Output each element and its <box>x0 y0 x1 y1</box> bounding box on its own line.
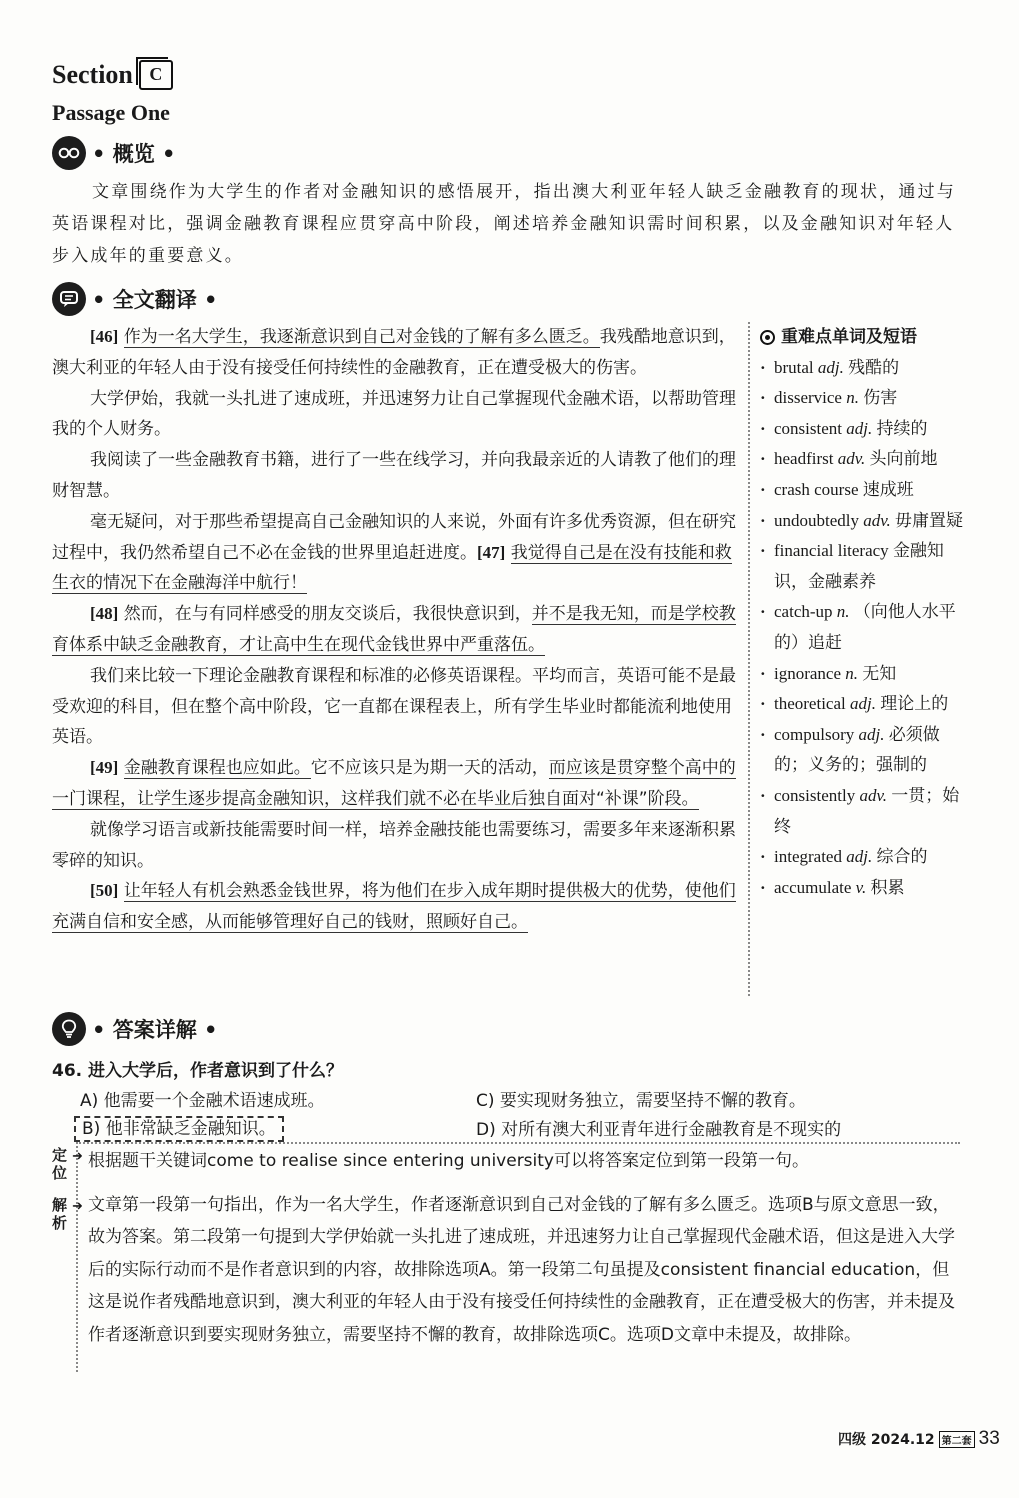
vocab-item <box>760 873 970 904</box>
overview-heading-text: • 概览 • <box>92 142 176 166</box>
option-a: A) 他需要一个金融术语速成班。 <box>80 1091 325 1111</box>
vocab-item <box>760 506 970 537</box>
vocab-word: headfirst <box>774 449 834 469</box>
speech-bubble-icon <box>52 282 86 316</box>
vocab-title-text: 重难点单词及短语 <box>781 327 917 347</box>
vocab-item <box>760 353 970 384</box>
vocab-meaning: 综合的 <box>876 847 928 868</box>
underlined-text: 金融教育课程也应如此。 <box>123 758 311 779</box>
vocab-word: undoubtedly <box>774 510 859 530</box>
vocab-meaning: （向他人水平的）追赶 <box>774 602 956 653</box>
vocab-pos: adj. <box>850 694 876 714</box>
vocab-meaning: 积累 <box>870 877 905 898</box>
section-label: Section <box>52 60 133 89</box>
answer-divider <box>76 1142 960 1144</box>
vocab-item <box>760 659 970 690</box>
option-b-correct <box>74 1114 284 1139</box>
vocab-pos: adj. <box>858 724 885 744</box>
vocab-word: integrated <box>774 847 842 867</box>
vocab-word: accumulate <box>774 877 852 897</box>
correct-answer-box: B) 他非常缺乏金融知识。 <box>74 1116 284 1142</box>
underlined-text: 我觉得自己是在没有技能和救生衣的情况下在金融海洋中航行！ <box>52 542 732 594</box>
vocab-pos: n. <box>845 663 859 683</box>
translation-paragraph-4 <box>52 507 738 599</box>
vocab-word: consistently <box>774 785 856 805</box>
q-number: [46] <box>90 327 119 346</box>
analysis-text: 文章第一段第一句指出，作为一名大学生，作者逐渐意识到自己对金钱的了解有多么匮乏。选项B与原文意思一致，故为答案。第二段第一句提到大学伊始就一头扎进了速成班，并迅速努力让自己掌握现代金融术语，但这是进入大学后的实际行动而不是作者意识到的内容，故排除选项A。第一段第二句虽提及consistent financial education，但这是说作者残酷地意识到，澳大利亚的年轻人由于没有接受任何持续性的金融教育，正在遭受极大的伤害，并未提及作者逐渐意识到要实现财务独立，需要坚持不懈的教育，故排除选项C。选项D文章中未提及，故排除。 <box>88 1195 955 1345</box>
vocab-meaning: 毋庸置疑 <box>895 510 964 531</box>
vocab-word: compulsory <box>774 724 855 744</box>
vocab-item <box>760 444 970 475</box>
target-icon <box>760 330 775 345</box>
underlined-text: 作为一名大学生，我逐渐意识到自己对金钱的了解有多么匮乏。 <box>123 327 600 347</box>
translation-paragraph-5 <box>52 599 738 661</box>
section-title <box>52 60 173 90</box>
translation-paragraph-6: 我们来比较一下理论金融教育课程和标准的必修英语课程。平均而言，英语可能不是最受欢迎的科目，但在整个高中阶段，它一直都在课程表上，所有学生毕业时都能流利地使用英语。 <box>52 665 736 748</box>
translation-paragraph-7 <box>52 753 738 815</box>
page-footer <box>838 1428 1000 1450</box>
vocab-item <box>760 781 970 842</box>
text: 它不应该只是为期一天的活动， <box>310 758 549 779</box>
vocab-meaning: 残酷的 <box>848 357 900 378</box>
vocab-pos: n. <box>836 602 850 622</box>
vocab-meaning: 伤害 <box>863 388 898 409</box>
locate-tag: 定位 <box>52 1146 68 1182</box>
vocab-pos: v. <box>855 877 867 897</box>
translation-paragraph-9 <box>52 876 738 938</box>
vocab-pos: adj. <box>846 847 873 867</box>
overview-text: 文章围绕作为大学生的作者对金融知识的感悟展开，指出澳大利亚年轻人缺乏金融教育的现状，通过与英语课程对比，强调金融教育课程应贯穿高中阶段，阐述培养金融知识需时间积累，以及金融知识对年轻人步入成年的重要意义。 <box>52 182 956 266</box>
vocab-item <box>760 597 970 658</box>
vocab-items <box>760 353 970 904</box>
text: 我残酷地意识到，澳大利亚的年轻人由于没有接受任何持续性的金融教育，正在遭受极大的伤害。 <box>52 327 736 378</box>
answers-heading-text: • 答案详解 • <box>92 1018 218 1042</box>
vocab-list <box>760 322 970 903</box>
answers-heading <box>52 1012 217 1046</box>
translation-paragraph-1 <box>52 322 738 384</box>
text: 毫无疑问，对于那些希望提高自己金融知识的人来说，外面有许多优秀资源，但在研究过程中，我仍然希望自己不必在金钱的世界里追赶进度。 <box>52 511 736 563</box>
lightbulb-icon <box>52 1012 86 1046</box>
vocab-word: crash course <box>774 479 859 499</box>
translation-paragraph-8: 就像学习语言或新技能需要时间一样，培养金融技能也需要练习，需要多年来逐渐积累零碎的知识。 <box>52 819 736 871</box>
vocab-word: financial literacy <box>774 541 889 561</box>
vocab-item <box>760 475 970 506</box>
vocab-pos: adv. <box>837 449 866 469</box>
vocab-item <box>760 689 970 720</box>
underlined-text: 而应该是贯穿整个高中的一门课程，让学生逐步提高金融知识，这样我们就不必在毕业后独自面对“补课”阶段。 <box>52 758 736 809</box>
vocab-pos: adj. <box>846 418 873 438</box>
vocab-word: ignorance <box>774 663 842 683</box>
vocab-pos: n. <box>846 388 859 408</box>
vocab-meaning: 一贯；始终 <box>774 785 960 837</box>
vocab-pos: adj. <box>817 357 844 377</box>
vocab-word: disservice <box>774 388 842 408</box>
question-46: 46. 进入大学后，作者意识到了什么？ <box>52 1061 344 1081</box>
q-number: [47] <box>477 542 506 562</box>
vocab-meaning: 持续的 <box>876 418 928 439</box>
vocab-word: theoretical <box>774 694 846 714</box>
underlined-text: 让年轻人有机会熟悉金钱世界，将为他们在步入成年期时提供极大的优势，使他们充满自信和安全感，从而能够管理好自己的钱财，照顾好自己。 <box>52 881 736 933</box>
q-number: [49] <box>90 758 119 778</box>
option-d: D) 对所有澳大利亚青年进行金融教育是不现实的 <box>476 1120 842 1140</box>
answer-left-rule <box>76 1142 78 1372</box>
vocab-meaning: 必须做的；义务的；强制的 <box>774 724 940 776</box>
vocab-word: brutal <box>774 357 814 377</box>
footer-tag: 第二套 <box>939 1431 975 1448</box>
vocab-item <box>760 383 970 414</box>
text: 然而，在与有同样感受的朋友交谈后，我很快意识到， <box>123 604 532 625</box>
vocab-item <box>760 720 970 781</box>
vocab-pos: adv. <box>859 785 888 805</box>
translation-body <box>52 322 738 938</box>
column-divider <box>748 322 750 996</box>
vocab-item <box>760 414 970 445</box>
vocab-item <box>760 536 970 597</box>
footer-label: 四级 2024.12 <box>838 1432 935 1448</box>
glasses-icon <box>52 136 86 170</box>
arrow-icon: ➜ <box>72 1199 83 1214</box>
vocab-meaning: 速成班 <box>862 479 914 500</box>
vocab-meaning: 无知 <box>862 663 897 684</box>
translation-paragraph-2: 大学伊始，我就一头扎进了速成班，并迅速努力让自己掌握现代金融术语，以帮助管理我的个人财务。 <box>52 388 736 440</box>
section-letter-badge: C <box>139 60 173 90</box>
vocab-word: consistent <box>774 418 842 438</box>
translation-heading-text: • 全文翻译 • <box>92 288 218 312</box>
vocab-meaning: 金融知识，金融素养 <box>774 541 944 592</box>
arrow-icon: ➜ <box>72 1149 83 1164</box>
underlined-text: 并不是我无知，而是学校教育体系中缺乏金融教育，才让高中生在现代金钱世界中严重落伍。 <box>52 604 736 655</box>
vocab-meaning: 理论上的 <box>880 694 949 715</box>
translation-heading <box>52 282 217 316</box>
page-number: 33 <box>978 1428 1000 1449</box>
overview-heading <box>52 136 175 170</box>
q-number: [48] <box>90 604 119 624</box>
vocab-title <box>760 322 970 353</box>
q-number: [50] <box>90 881 119 901</box>
option-c: C) 要实现财务独立，需要坚持不懈的教育。 <box>476 1091 806 1111</box>
translation-paragraph-3: 我阅读了一些金融教育书籍，进行了一些在线学习，并向我最亲近的人请教了他们的理财智慧。 <box>52 450 736 501</box>
vocab-pos: adv. <box>863 510 891 530</box>
analysis-tag: 解析 <box>52 1196 68 1232</box>
vocab-item <box>760 842 970 873</box>
passage-title: Passage One <box>52 100 170 125</box>
locate-text: 根据题干关键词come to realise since entering university可以将答案定位到第一段第一句。 <box>88 1151 809 1171</box>
vocab-word: catch-up <box>774 602 833 622</box>
vocab-meaning: 头向前地 <box>869 449 938 470</box>
